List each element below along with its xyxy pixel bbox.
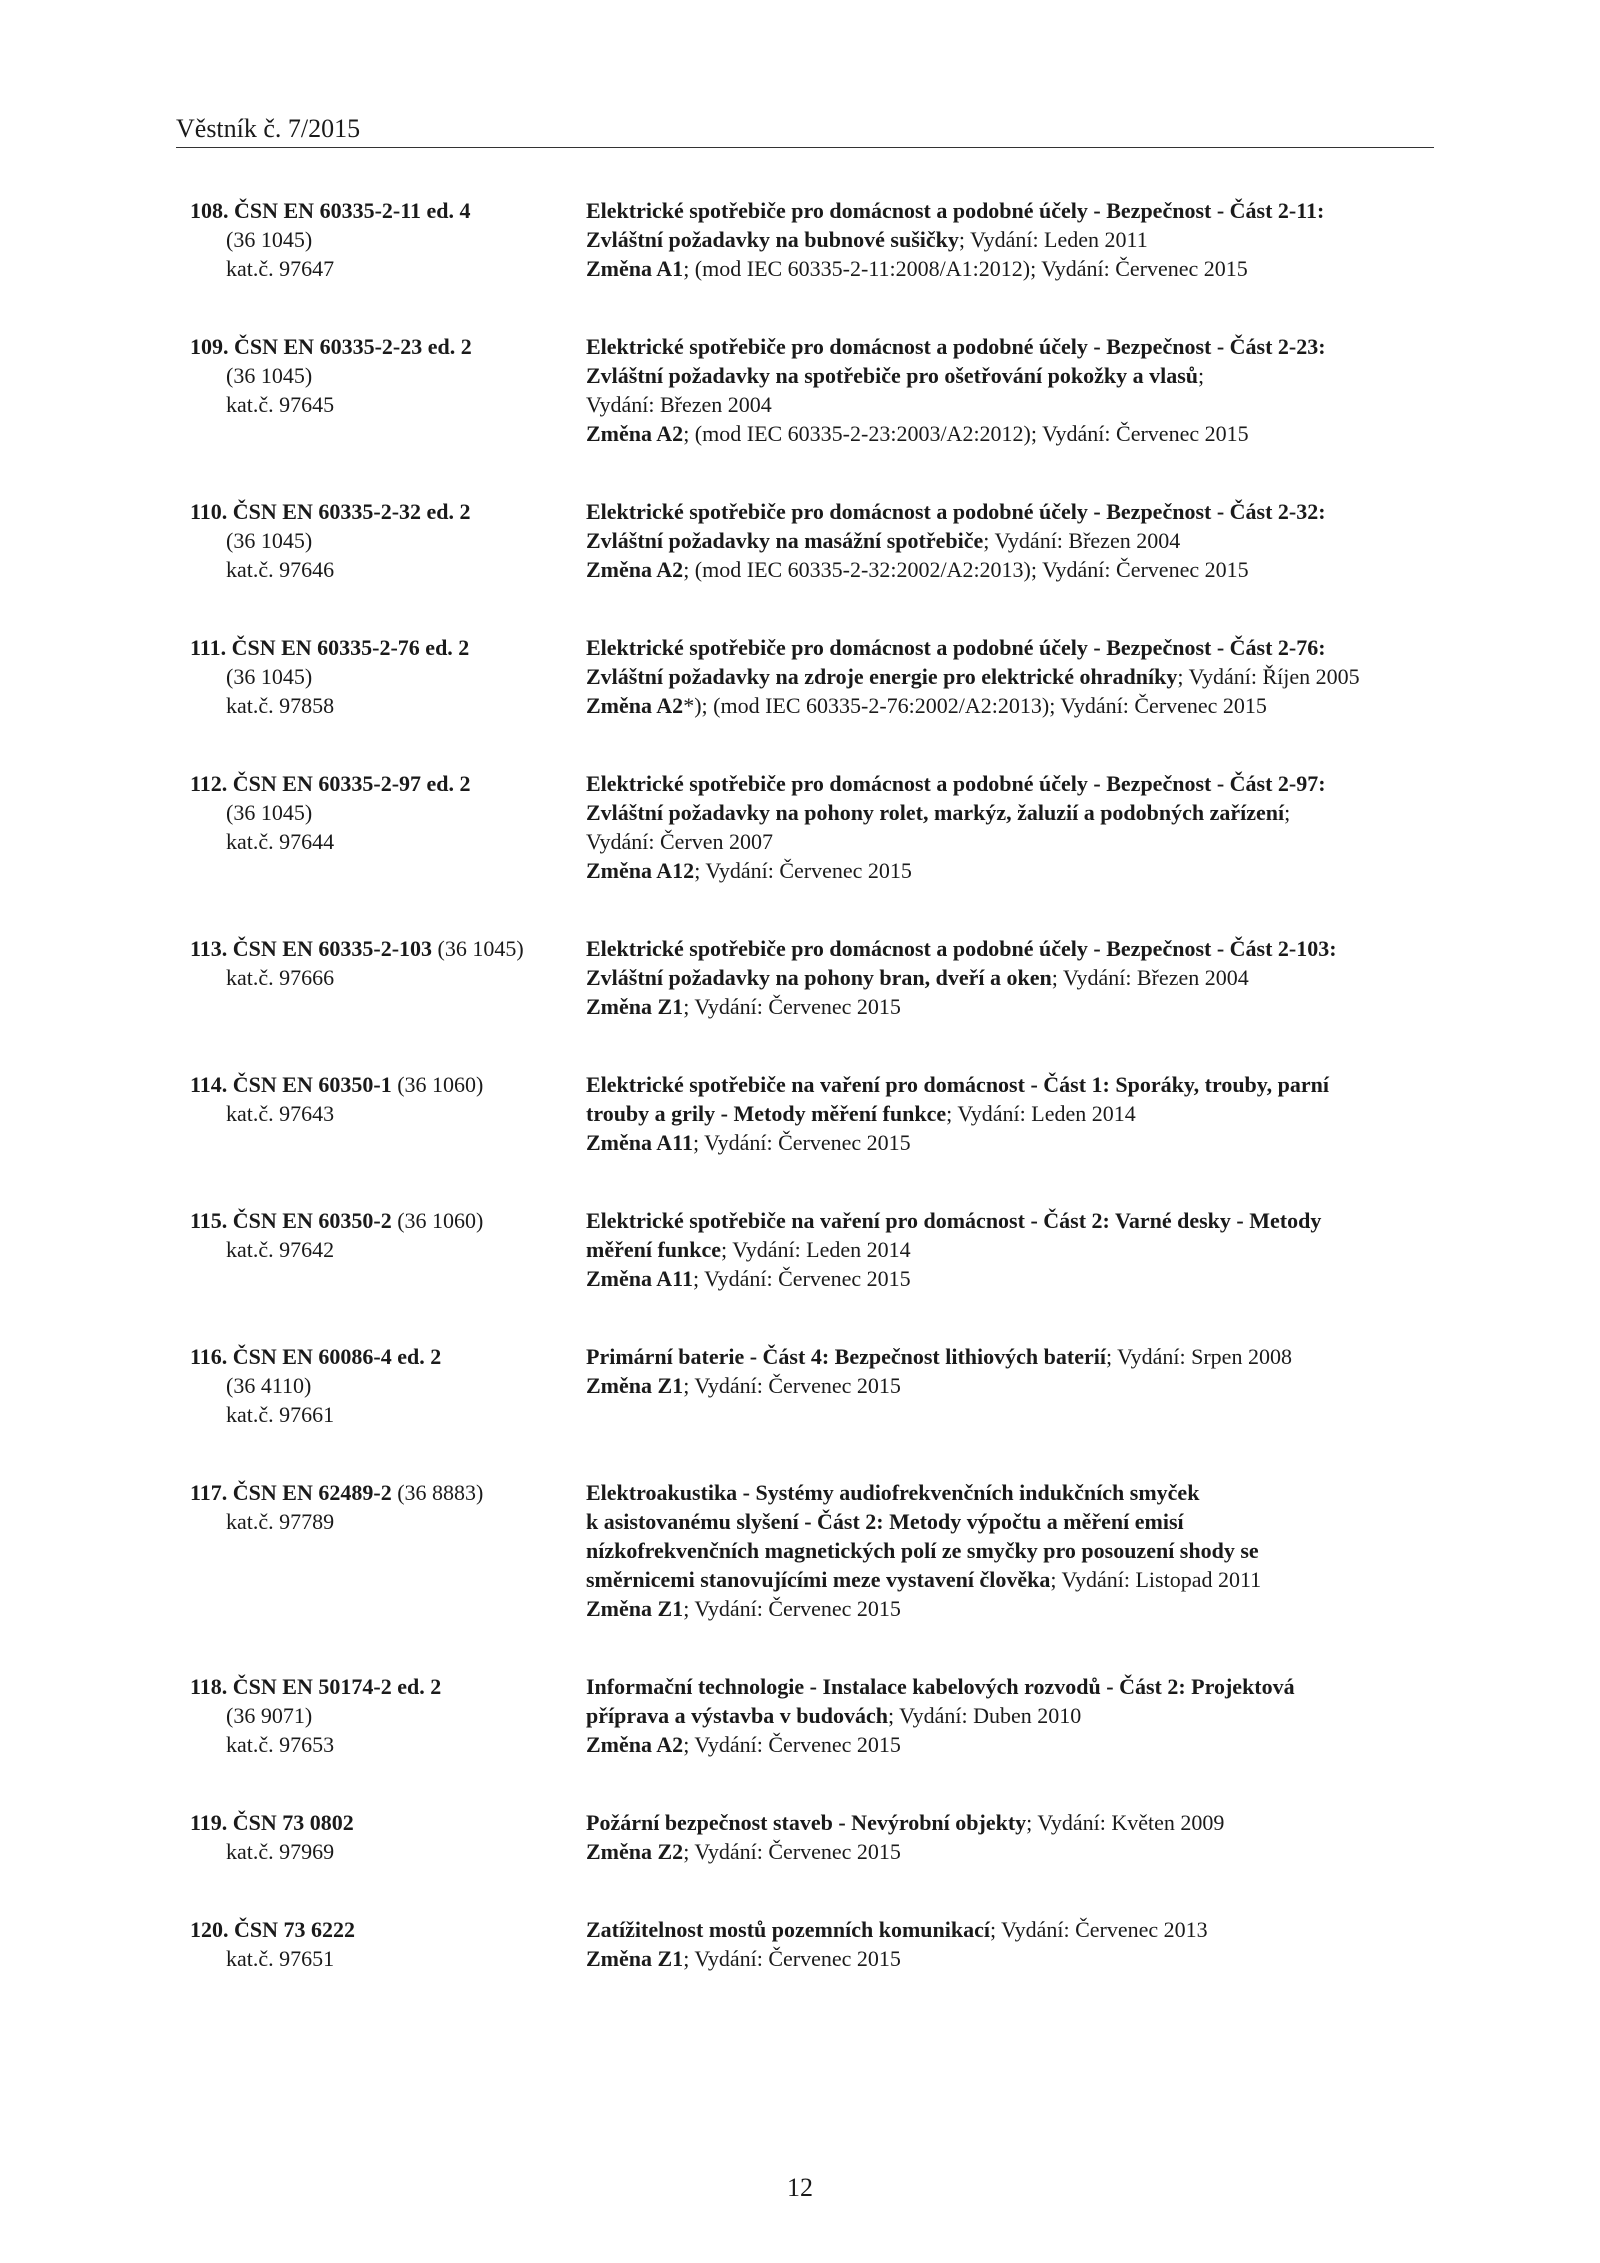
page-footer: [0, 2173, 1600, 2203]
standard-description: [586, 1070, 1440, 1157]
description-bold: Změna Z1: [586, 1596, 684, 1621]
description-text: ; Vydání: Duben 2010: [887, 1703, 1082, 1728]
standard-entry: [190, 1672, 1440, 1759]
description-line: [586, 934, 1440, 963]
standard-identifier: [190, 332, 586, 448]
description-line: [586, 1128, 1440, 1157]
description-text: ; Vydání: Červenec 2015: [683, 1839, 901, 1864]
description-bold: Elektrické spotřebiče na vaření pro domácnost - Část 2: Varné desky - Metody: [586, 1208, 1322, 1233]
standard-identifier: [190, 1342, 586, 1429]
description-bold: Elektrické spotřebiče pro domácnost a podobné účely - Bezpečnost - Část 2-23:: [586, 334, 1326, 359]
standard-code-line: [190, 1915, 586, 1944]
description-line: [586, 1342, 1440, 1371]
standard-entry: [190, 1478, 1440, 1623]
entry-number: 108.: [190, 198, 229, 223]
classification-code: (36 1060): [397, 1072, 484, 1097]
standard-description: [586, 934, 1440, 1021]
entry-number: 109.: [190, 334, 229, 359]
classification-code: (36 1045): [226, 528, 313, 553]
entry-number: 110.: [190, 499, 228, 524]
description-text: ; (mod IEC 60335-2-11:2008/A1:2012); Vydání: Červenec 2015: [683, 256, 1248, 281]
description-line: [586, 1565, 1440, 1594]
description-line: [586, 1672, 1440, 1701]
description-line: [586, 1837, 1440, 1866]
standard-description: [586, 769, 1440, 885]
entry-number: 117.: [190, 1480, 228, 1505]
description-text: ; Vydání: Červenec 2015: [683, 1596, 901, 1621]
description-text: ; (mod IEC 60335-2-23:2003/A2:2012); Vydání: Červenec 2015: [683, 421, 1249, 446]
standard-code-line: [190, 1206, 586, 1235]
standard-code-line: [190, 497, 586, 526]
entry-number: 114.: [190, 1072, 228, 1097]
standard-code: ČSN EN 60335-2-103: [232, 936, 433, 961]
description-line: [586, 1478, 1440, 1507]
standard-entry: [190, 633, 1440, 720]
catalog-number: kat.č. 97643: [226, 1101, 335, 1126]
description-bold: Zvláštní požadavky na masážní spotřebiče: [586, 528, 984, 553]
entry-number: 118.: [190, 1674, 228, 1699]
catalog-number: kat.č. 97666: [226, 965, 335, 990]
description-line: [586, 1264, 1440, 1293]
standard-description: [586, 1478, 1440, 1623]
standard-code-line: [190, 1672, 586, 1701]
catalog-number: kat.č. 97642: [226, 1237, 335, 1262]
description-line: [586, 1536, 1440, 1565]
description-line: [586, 963, 1440, 992]
standard-code-line: [190, 1478, 586, 1507]
standard-identifier: [190, 196, 586, 283]
description-bold: Změna A11: [586, 1130, 693, 1155]
description-bold: Elektrické spotřebiče pro domácnost a podobné účely - Bezpečnost - Část 2-97:: [586, 771, 1326, 796]
classification-code: (36 1045): [226, 800, 313, 825]
entry-number: 116.: [190, 1344, 228, 1369]
description-text: ; Vydání: Červenec 2015: [683, 994, 901, 1019]
description-bold: Elektrické spotřebiče na vaření pro domácnost - Část 1: Sporáky, trouby, parní: [586, 1072, 1329, 1097]
standard-code: ČSN EN 50174-2 ed. 2: [232, 1674, 442, 1699]
catalog-number: kat.č. 97645: [226, 392, 335, 417]
standard-code: ČSN EN 60335-2-32 ed. 2: [232, 499, 471, 524]
description-line: [586, 827, 1440, 856]
description-text: ; Vydání: Červenec 2015: [692, 1130, 911, 1155]
description-text: Vydání: Červen 2007: [586, 829, 773, 854]
description-line: [586, 1730, 1440, 1759]
standard-code-line: [190, 769, 586, 798]
standard-identifier: [190, 633, 586, 720]
standard-code: ČSN EN 60350-1: [232, 1072, 392, 1097]
standard-code: ČSN EN 60335-2-97 ed. 2: [232, 771, 471, 796]
standard-description: [586, 1206, 1440, 1293]
catalog-number: kat.č. 97661: [226, 1402, 335, 1427]
standard-code: ČSN EN 60086-4 ed. 2: [232, 1344, 442, 1369]
standard-code: ČSN EN 60335-2-23 ed. 2: [234, 334, 472, 359]
standard-code-line: [190, 1070, 586, 1099]
description-line: [586, 1070, 1440, 1099]
description-line: [586, 254, 1440, 283]
standard-description: [586, 633, 1440, 720]
standard-entry: [190, 1915, 1440, 1973]
description-line: [586, 633, 1440, 662]
description-text: ;: [1284, 800, 1291, 825]
classification-code: (36 4110): [226, 1373, 312, 1398]
standard-code: ČSN EN 60350-2: [232, 1208, 392, 1233]
description-line: [586, 361, 1440, 390]
catalog-number: kat.č. 97644: [226, 829, 335, 854]
description-line: [586, 1507, 1440, 1536]
standard-entry: [190, 1808, 1440, 1866]
entry-number: 113.: [190, 936, 228, 961]
entry-number: 112.: [190, 771, 228, 796]
classification-code: (36 9071): [226, 1703, 313, 1728]
standard-identifier: [190, 1478, 586, 1623]
standard-code-line: [190, 633, 586, 662]
description-text: ; Vydání: Březen 2004: [1051, 965, 1249, 990]
standard-identifier: [190, 1206, 586, 1293]
description-line: [586, 1944, 1440, 1973]
description-text: ; Vydání: Květen 2009: [1026, 1810, 1225, 1835]
entry-number: 120.: [190, 1917, 229, 1942]
description-line: [586, 691, 1440, 720]
description-text: ; Vydání: Listopad 2011: [1050, 1567, 1262, 1592]
standard-description: [586, 332, 1440, 448]
description-bold: Zvláštní požadavky na pohony rolet, markýz, žaluzií a podobných zařízení: [586, 800, 1285, 825]
standard-entry: [190, 1206, 1440, 1293]
classification-code: (36 1045): [226, 363, 313, 388]
page-header: [176, 113, 1434, 148]
catalog-number: kat.č. 97653: [226, 1732, 335, 1757]
description-bold: k asistovanému slyšení - Část 2: Metody výpočtu a měření emisí: [586, 1509, 1184, 1534]
description-line: [586, 526, 1440, 555]
standard-code-line: [190, 196, 586, 225]
description-bold: trouby a grily - Metody měření funkce: [586, 1101, 947, 1126]
description-text: ; Vydání: Červenec 2015: [683, 1946, 901, 1971]
description-bold: Změna A12: [586, 858, 695, 883]
description-bold: Primární baterie - Část 4: Bezpečnost lithiových baterií: [586, 1344, 1106, 1369]
description-line: [586, 798, 1440, 827]
description-line: [586, 497, 1440, 526]
description-text: ;: [1198, 363, 1205, 388]
standard-entry: [190, 196, 1440, 283]
description-line: [586, 662, 1440, 691]
standard-entry: [190, 332, 1440, 448]
description-text: ; Vydání: Leden 2014: [721, 1237, 911, 1262]
classification-code: (36 1045): [226, 227, 313, 252]
description-line: [586, 992, 1440, 1021]
bulletin-title: Věstník č. 7/2015: [176, 114, 361, 143]
page-number: 12: [787, 2173, 813, 2202]
description-line: [586, 856, 1440, 885]
description-bold: Informační technologie - Instalace kabelových rozvodů - Část 2: Projektová: [586, 1674, 1295, 1699]
standard-identifier: [190, 1672, 586, 1759]
description-text: Vydání: Březen 2004: [586, 392, 772, 417]
description-line: [586, 1235, 1440, 1264]
standard-entry: [190, 1070, 1440, 1157]
standard-code: ČSN EN 60335-2-11 ed. 4: [234, 198, 471, 223]
description-line: [586, 1701, 1440, 1730]
description-text: ; Vydání: Červenec 2015: [692, 1266, 911, 1291]
description-text: ; Vydání: Červenec 2015: [694, 858, 912, 883]
description-text: ; Vydání: Leden 2011: [958, 227, 1148, 252]
catalog-number: kat.č. 97646: [226, 557, 335, 582]
standards-list: [190, 196, 1440, 2022]
standard-description: [586, 1915, 1440, 1973]
catalog-number: kat.č. 97647: [226, 256, 335, 281]
entry-number: 115.: [190, 1208, 228, 1233]
description-bold: Změna A2: [586, 557, 684, 582]
description-bold: Elektrické spotřebiče pro domácnost a podobné účely - Bezpečnost - Část 2-32:: [586, 499, 1326, 524]
description-bold: Elektrické spotřebiče pro domácnost a podobné účely - Bezpečnost - Část 2-103:: [586, 936, 1337, 961]
description-text: ; (mod IEC 60335-2-32:2002/A2:2013); Vydání: Červenec 2015: [683, 557, 1249, 582]
description-bold: Zvláštní požadavky na pohony bran, dveří a oken: [586, 965, 1052, 990]
catalog-number: kat.č. 97789: [226, 1509, 335, 1534]
description-line: [586, 1099, 1440, 1128]
standard-identifier: [190, 497, 586, 584]
entry-number: 119.: [190, 1810, 228, 1835]
standard-identifier: [190, 1070, 586, 1157]
standard-description: [586, 1672, 1440, 1759]
description-bold: Změna Z1: [586, 1373, 684, 1398]
description-bold: Změna A1: [586, 256, 684, 281]
catalog-number: kat.č. 97651: [226, 1946, 335, 1971]
description-bold: příprava a výstavba v budovách: [586, 1703, 888, 1728]
description-bold: Zvláštní požadavky na spotřebiče pro ošetřování pokožky a vlasů: [586, 363, 1199, 388]
description-text: ; Vydání: Březen 2004: [983, 528, 1181, 553]
standard-code: ČSN 73 6222: [234, 1917, 356, 1942]
description-bold: Změna A11: [586, 1266, 693, 1291]
classification-code: (36 1045): [437, 936, 524, 961]
classification-code: (36 1045): [226, 664, 313, 689]
description-line: [586, 419, 1440, 448]
standard-code: ČSN EN 60335-2-76 ed. 2: [231, 635, 470, 660]
description-bold: Elektrické spotřebiče pro domácnost a podobné účely - Bezpečnost - Část 2-76:: [586, 635, 1326, 660]
description-bold: nízkofrekvenčních magnetických polí ze smyčky pro posouzení shody se: [586, 1538, 1259, 1563]
description-bold: Změna Z2: [586, 1839, 684, 1864]
standard-identifier: [190, 1915, 586, 1973]
standard-description: [586, 497, 1440, 584]
description-text: ; Vydání: Leden 2014: [946, 1101, 1136, 1126]
description-bold: Zvláštní požadavky na bubnové sušičky: [586, 227, 959, 252]
standard-identifier: [190, 1808, 586, 1866]
description-bold: Změna Z1: [586, 994, 684, 1019]
description-bold: Zvláštní požadavky na zdroje energie pro elektrické ohradníky: [586, 664, 1178, 689]
standard-code-line: [190, 1342, 586, 1371]
classification-code: (36 1060): [397, 1208, 484, 1233]
standard-description: [586, 1808, 1440, 1866]
standard-entry: [190, 1342, 1440, 1429]
description-bold: Změna A2: [586, 421, 684, 446]
description-line: [586, 1371, 1440, 1400]
description-line: [586, 1808, 1440, 1837]
standard-identifier: [190, 769, 586, 885]
standard-description: [586, 196, 1440, 283]
catalog-number: kat.č. 97969: [226, 1839, 335, 1864]
entry-number: 111.: [190, 635, 227, 660]
description-line: [586, 769, 1440, 798]
standard-code: ČSN 73 0802: [232, 1810, 354, 1835]
standard-code-line: [190, 934, 586, 963]
standard-entry: [190, 497, 1440, 584]
description-line: [586, 1915, 1440, 1944]
standard-description: [586, 1342, 1440, 1429]
description-line: [586, 332, 1440, 361]
standard-code: ČSN EN 62489-2: [232, 1480, 392, 1505]
description-text: ; Vydání: Červenec 2015: [683, 1732, 901, 1757]
description-bold: směrnicemi stanovujícími meze vystavení člověka: [586, 1567, 1051, 1592]
description-line: [586, 196, 1440, 225]
description-line: [586, 1206, 1440, 1235]
description-text: ; Vydání: Červenec 2013: [989, 1917, 1208, 1942]
standard-code-line: [190, 1808, 586, 1837]
description-bold: Zatížitelnost mostů pozemních komunikací: [586, 1917, 990, 1942]
standard-code-line: [190, 332, 586, 361]
description-bold: měření funkce: [586, 1237, 722, 1262]
description-bold: Změna A2: [586, 1732, 684, 1757]
description-line: [586, 390, 1440, 419]
description-text: *); (mod IEC 60335-2-76:2002/A2:2013); Vydání: Červenec 2015: [683, 693, 1267, 718]
standard-entry: [190, 934, 1440, 1021]
description-bold: Elektrické spotřebiče pro domácnost a podobné účely - Bezpečnost - Část 2-11:: [586, 198, 1325, 223]
standard-identifier: [190, 934, 586, 1021]
description-bold: Změna Z1: [586, 1946, 684, 1971]
description-bold: Elektroakustika - Systémy audiofrekvenčních indukčních smyček: [586, 1480, 1200, 1505]
catalog-number: kat.č. 97858: [226, 693, 335, 718]
description-line: [586, 225, 1440, 254]
description-text: ; Vydání: Říjen 2005: [1177, 664, 1360, 689]
standard-entry: [190, 769, 1440, 885]
description-bold: Požární bezpečnost staveb - Nevýrobní objekty: [586, 1810, 1027, 1835]
description-text: ; Vydání: Srpen 2008: [1105, 1344, 1292, 1369]
classification-code: (36 8883): [397, 1480, 484, 1505]
description-text: ; Vydání: Červenec 2015: [683, 1373, 901, 1398]
description-line: [586, 555, 1440, 584]
description-line: [586, 1594, 1440, 1623]
description-bold: Změna A2: [586, 693, 684, 718]
